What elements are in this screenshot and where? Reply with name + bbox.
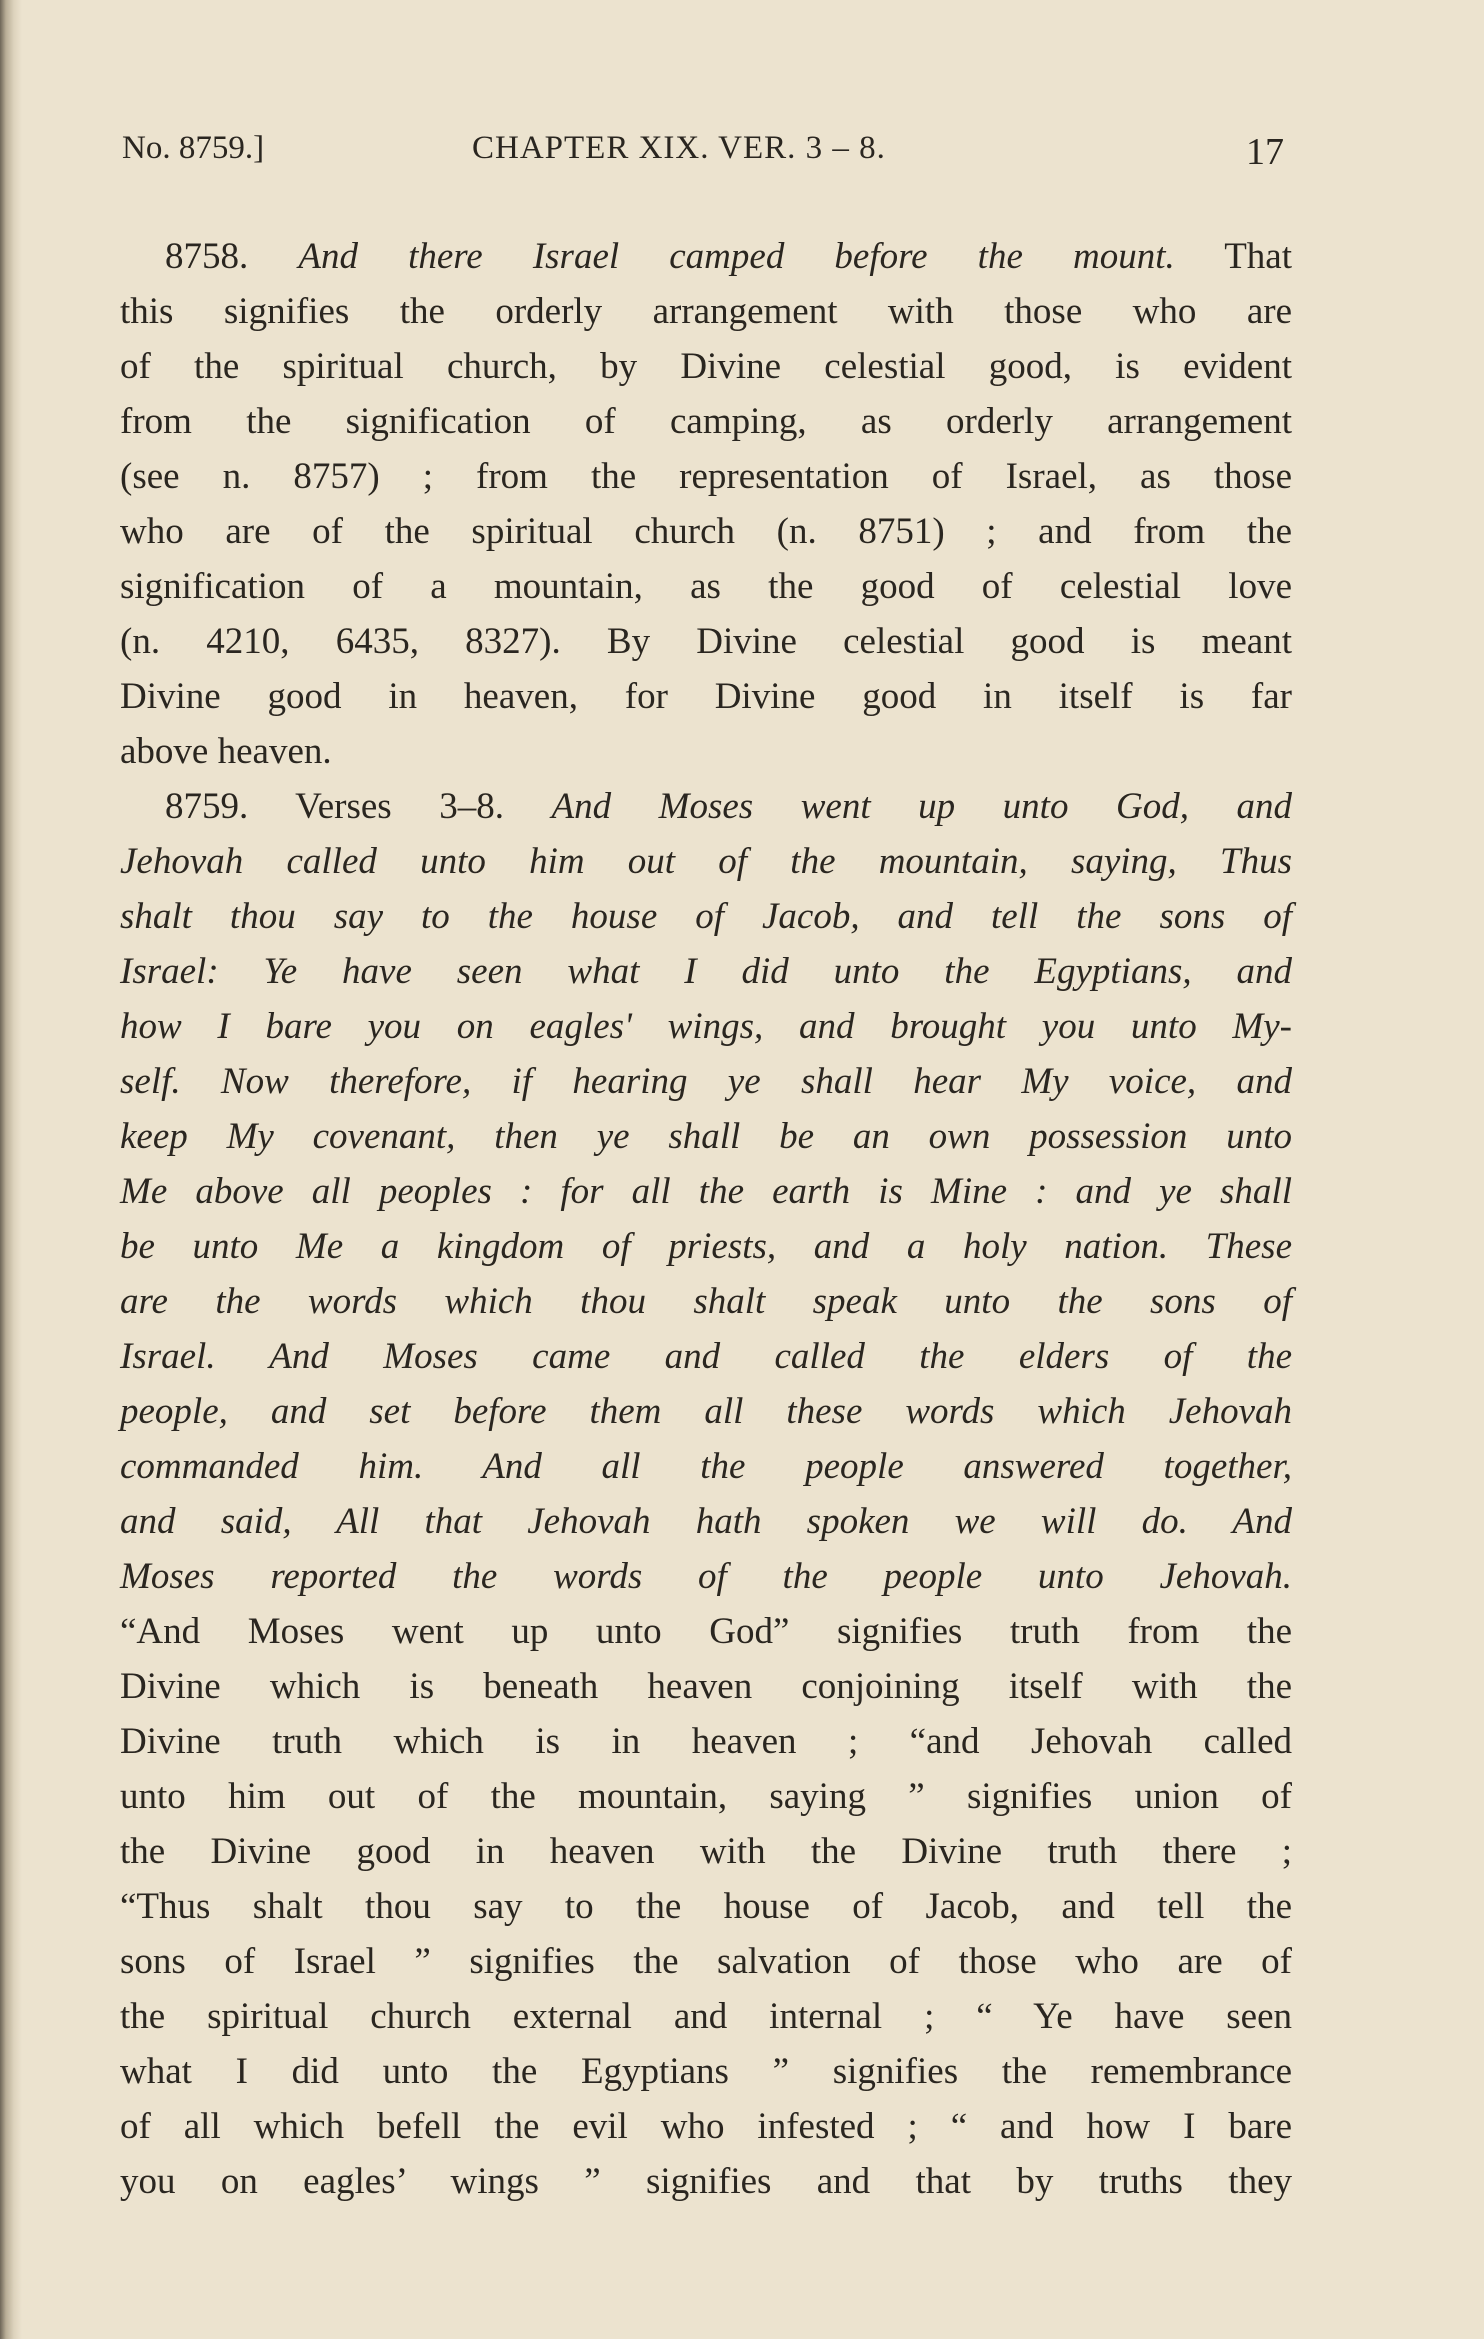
running-header xyxy=(122,130,1294,180)
text-line xyxy=(120,1439,1292,1494)
text-line xyxy=(120,779,1292,834)
text-line xyxy=(120,2154,1292,2209)
roman-text: sons of Israel ” signifies the salvation of those who are of xyxy=(120,1941,1292,1982)
roman-text: this signifies the orderly arrangement with those who are xyxy=(120,291,1292,332)
text-line xyxy=(120,724,1292,779)
italic-text: self. Now therefore, if hearing ye shall hear My voice, and xyxy=(120,1061,1292,1102)
roman-text: 8758. xyxy=(165,236,299,277)
text-line xyxy=(120,614,1292,669)
text-line xyxy=(120,1164,1292,1219)
roman-text: “And Moses went up unto God” signifies truth from the xyxy=(120,1611,1292,1652)
italic-text: be unto Me a kingdom of priests, and a holy nation. These xyxy=(120,1226,1292,1267)
italic-text: how I bare you on eagles' wings, and brought you unto My- xyxy=(120,1006,1292,1047)
page-body-text xyxy=(120,229,1292,2209)
italic-text: Israel: Ye have seen what I did unto the Egyptians, and xyxy=(120,951,1292,992)
roman-text: Divine good in heaven, for Divine good in itself is far xyxy=(120,676,1292,717)
roman-text: unto him out of the mountain, saying ” signifies union of xyxy=(120,1776,1292,1817)
text-line xyxy=(120,1384,1292,1439)
text-line xyxy=(120,1494,1292,1549)
text-line xyxy=(120,834,1292,889)
roman-text: you on eagles’ wings ” signifies and that by truths they xyxy=(120,2161,1292,2202)
text-line xyxy=(120,1934,1292,1989)
text-line xyxy=(120,1769,1292,1824)
italic-text: keep My covenant, then ye shall be an own possession unto xyxy=(120,1116,1292,1157)
italic-text: Moses reported the words of the people unto Jehovah. xyxy=(120,1556,1292,1597)
roman-text: of all which befell the evil who infested ; “ and how I bare xyxy=(120,2106,1292,2147)
chapter-heading: CHAPTER XIX. VER. 3 – 8. xyxy=(472,130,886,166)
text-line xyxy=(120,1824,1292,1879)
text-line xyxy=(120,229,1292,284)
roman-text: the spiritual church external and internal ; “ Ye have seen xyxy=(120,1996,1292,2037)
text-line xyxy=(120,394,1292,449)
roman-text: above heaven. xyxy=(120,731,332,772)
italic-text: And Moses went up unto God, and xyxy=(551,786,1292,827)
text-line xyxy=(120,1989,1292,2044)
text-line xyxy=(120,1604,1292,1659)
italic-text: And there Israel camped before the mount. xyxy=(298,236,1175,277)
text-line xyxy=(120,284,1292,339)
book-binding-edge xyxy=(0,0,22,2339)
text-line xyxy=(120,559,1292,614)
text-line xyxy=(120,2099,1292,2154)
italic-text: people, and set before them all these words which Jehovah xyxy=(120,1391,1292,1432)
text-line xyxy=(120,1054,1292,1109)
roman-text: who are of the spiritual church (n. 8751) ; and from the xyxy=(120,511,1292,552)
roman-text: from the signification of camping, as orderly arrangement xyxy=(120,401,1292,442)
text-line xyxy=(120,2044,1292,2099)
section-number: No. 8759.] xyxy=(122,130,265,166)
roman-text: Divine which is beneath heaven conjoining itself with the xyxy=(120,1666,1292,1707)
text-line xyxy=(120,1329,1292,1384)
text-line xyxy=(120,1274,1292,1329)
text-line xyxy=(120,1879,1292,1934)
text-line xyxy=(120,889,1292,944)
text-line xyxy=(120,449,1292,504)
roman-text: (see n. 8757) ; from the representation of Israel, as those xyxy=(120,456,1292,497)
text-line xyxy=(120,1714,1292,1769)
roman-text: of the spiritual church, by Divine celestial good, is evident xyxy=(120,346,1292,387)
text-line xyxy=(120,944,1292,999)
italic-text: Jehovah called unto him out of the mountain, saying, Thus xyxy=(120,841,1292,882)
text-line xyxy=(120,339,1292,394)
text-line xyxy=(120,1659,1292,1714)
roman-text: (n. 4210, 6435, 8327). By Divine celestial good is meant xyxy=(120,621,1292,662)
roman-text: what I did unto the Egyptians ” signifies the remembrance xyxy=(120,2051,1292,2092)
page-number: 17 xyxy=(1246,131,1284,173)
text-line xyxy=(120,999,1292,1054)
italic-text: and said, All that Jehovah hath spoken we will do. And xyxy=(120,1501,1292,1542)
text-line xyxy=(120,504,1292,559)
roman-text: That xyxy=(1174,236,1292,277)
text-line xyxy=(120,669,1292,724)
roman-text: 8759. Verses 3–8. xyxy=(165,786,552,827)
italic-text: Israel. And Moses came and called the elders of the xyxy=(120,1336,1292,1377)
roman-text: signification of a mountain, as the good of celestial love xyxy=(120,566,1292,607)
text-line xyxy=(120,1109,1292,1164)
roman-text: Divine truth which is in heaven ; “and Jehovah called xyxy=(120,1721,1292,1762)
text-line xyxy=(120,1219,1292,1274)
roman-text: the Divine good in heaven with the Divine truth there ; xyxy=(120,1831,1292,1872)
italic-text: are the words which thou shalt speak unto the sons of xyxy=(120,1281,1292,1322)
italic-text: shalt thou say to the house of Jacob, and tell the sons of xyxy=(120,896,1292,937)
italic-text: commanded him. And all the people answered together, xyxy=(120,1446,1292,1487)
roman-text: “Thus shalt thou say to the house of Jacob, and tell the xyxy=(120,1886,1292,1927)
text-line xyxy=(120,1549,1292,1604)
italic-text: Me above all peoples : for all the earth is Mine : and ye shall xyxy=(120,1171,1292,1212)
